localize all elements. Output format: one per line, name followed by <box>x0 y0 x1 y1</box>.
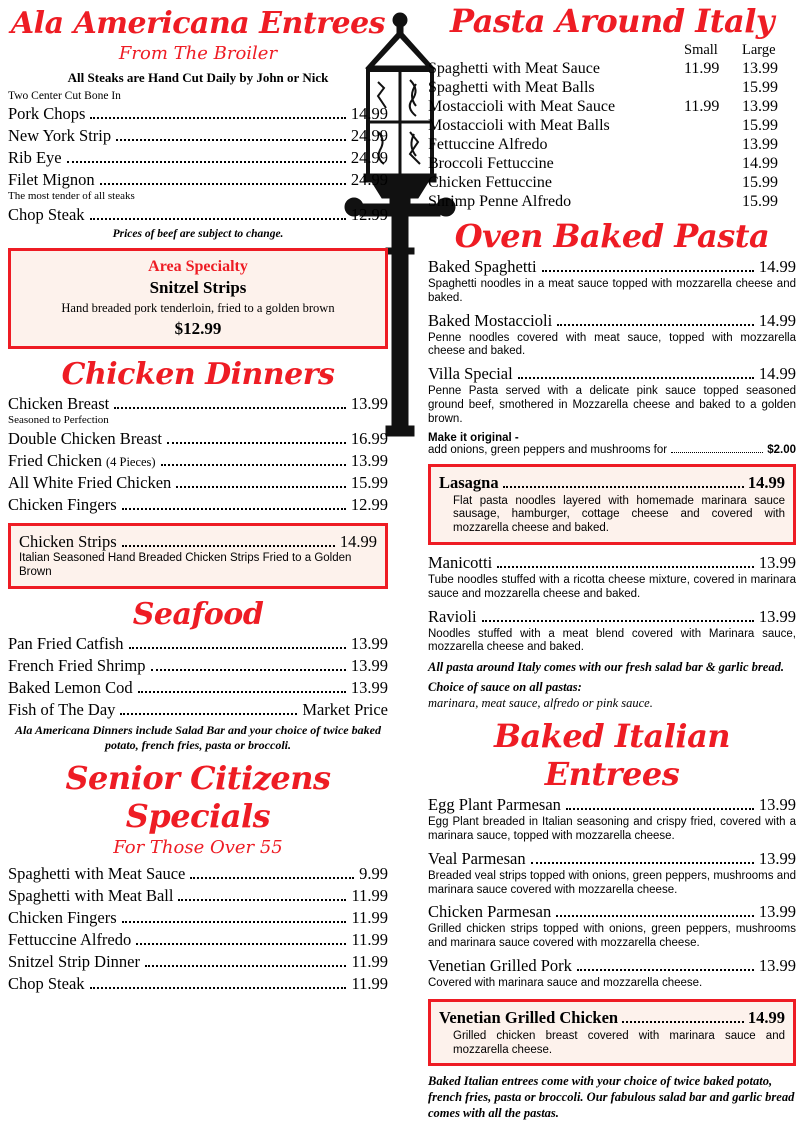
item-name: Villa Special <box>428 364 513 384</box>
item-description: Egg Plant breaded in Italian seasoning and crispy fried, covered with a marinara sauce, topped with mozzarella cheese. <box>428 816 796 842</box>
leader-dots <box>116 139 346 141</box>
item-price: 11.99 <box>351 907 388 927</box>
price-small <box>684 155 742 173</box>
chicken-strips-box <box>8 523 388 589</box>
leader-dots <box>557 324 754 326</box>
item-name: Chicken Fettuccine <box>428 174 552 191</box>
menu-item <box>8 930 388 950</box>
item-name: Lasagna <box>439 472 499 492</box>
menu-item <box>428 311 796 331</box>
item-name: Ravioli <box>428 606 477 626</box>
item-name: Mostaccioli with Meat Balls <box>428 117 610 134</box>
price-small: 11.99 <box>684 98 720 115</box>
leader-dots <box>190 877 354 879</box>
senior-subtitle: For Those Over 55 <box>113 836 283 858</box>
leader-dots <box>531 862 754 864</box>
box-description: Grilled chicken breast covered with marinara sauce and mozzarella cheese. <box>453 1029 785 1056</box>
leader-dots <box>90 117 345 119</box>
leader-dots <box>622 1021 744 1023</box>
section-title-pasta-around-italy: Pasta Around Italy <box>450 2 774 40</box>
item-price: 13.99 <box>350 451 388 470</box>
steaks-note: All Steaks are Hand Cut Daily by John or Nick <box>67 70 329 85</box>
sauce-choice-list: marinara, meat sauce, alfredo or pink sauce. <box>428 696 653 711</box>
table-row <box>428 155 796 173</box>
item-name: Rib Eye <box>8 148 62 167</box>
item-price: 11.99 <box>351 885 388 905</box>
menu-item <box>8 656 388 676</box>
price-small <box>684 136 742 154</box>
menu-item <box>439 473 785 493</box>
item-name: Chop Steak <box>8 205 85 224</box>
item-price: 13.99 <box>350 633 388 653</box>
item-price: 12.99 <box>350 205 388 224</box>
item-price: 9.99 <box>359 863 388 883</box>
item-name: Spaghetti with Meat Sauce <box>8 863 186 883</box>
leader-dots <box>122 508 346 510</box>
menu-item <box>8 148 388 168</box>
item-name: Double Chicken Breast <box>8 429 162 448</box>
box-description: Hand breaded pork tenderloin, fried to a golden brown <box>61 301 335 315</box>
area-specialty-box <box>8 248 388 349</box>
menu-item <box>428 257 796 277</box>
item-price: 14.99 <box>758 257 796 276</box>
item-price: 11.99 <box>351 929 388 949</box>
price-small <box>684 174 742 192</box>
item-name: Chicken Fingers <box>8 495 117 514</box>
item-name: Chicken Fingers <box>8 907 117 927</box>
item-name: Manicotti <box>428 552 493 572</box>
item-name: Pan Fried Catfish <box>8 633 124 653</box>
section-title-senior-specials: Senior Citizens Specials <box>65 758 331 835</box>
item-name: Venetian Grilled Chicken <box>439 1007 619 1027</box>
table-row <box>428 136 796 154</box>
menu-item <box>8 974 388 994</box>
item-name: New York Strip <box>8 126 112 145</box>
price-large: 13.99 <box>742 60 778 77</box>
menu-item <box>8 886 388 906</box>
center-cut-note: Two Center Cut Bone In <box>8 90 121 102</box>
menu-item <box>8 700 388 720</box>
price-small: 11.99 <box>684 60 720 77</box>
menu-item <box>8 394 388 414</box>
menu-item <box>8 126 388 146</box>
leader-dots <box>90 987 347 989</box>
menu-item <box>428 956 796 976</box>
menu-item <box>8 634 388 654</box>
sauce-choice-label: Choice of sauce on all pastas: <box>428 680 582 695</box>
price-large: 13.99 <box>742 136 778 153</box>
leader-dots <box>497 566 754 568</box>
menu-item <box>8 678 388 698</box>
column-header-large: Large <box>742 42 776 58</box>
menu-item <box>439 1008 785 1028</box>
item-name: Filet Mignon <box>8 170 95 189</box>
item-price: 13.99 <box>758 795 796 815</box>
leader-dots <box>482 620 754 622</box>
leader-dots <box>122 921 347 923</box>
box-description: Flat pasta noodles layered with homemade marinara sauce sausage, hamburger, cottage cheese and covered with mozzarella cheese and baked. <box>453 494 785 535</box>
dinners-include-note: Ala Americana Dinners include Salad Bar and your choice of twice baked potato, french fries, pasta or broccoli. <box>15 722 381 752</box>
price-large: 13.99 <box>742 98 778 115</box>
leader-dots <box>129 647 346 649</box>
item-description: Tube noodles stuffed with a ricotta cheese mixture, covered in marinara sauce and mozzarella cheese and baked. <box>428 573 796 600</box>
addon-price: $2.00 <box>767 443 796 456</box>
addon-row <box>428 444 796 456</box>
price-large: 15.99 <box>742 117 778 134</box>
item-price: 13.99 <box>758 955 796 975</box>
ala-americana-subtitle: From The Broiler <box>118 43 278 64</box>
item-name: All White Fried Chicken <box>8 473 172 492</box>
leader-dots <box>114 407 346 409</box>
leader-dots <box>518 377 754 379</box>
leader-dots <box>138 691 346 693</box>
venetian-grilled-chicken-box <box>428 999 796 1067</box>
menu-item <box>428 553 796 573</box>
item-description: Breaded veal strips topped with onions, green peppers, mushrooms and marinara sauce covered with mozzarella cheese. <box>428 869 796 896</box>
item-price: 24.99 <box>350 170 388 189</box>
item-name: Shrimp Penne Alfredo <box>428 193 572 210</box>
table-row <box>428 174 796 192</box>
section-title-chicken-dinners: Chicken Dinners <box>61 357 335 392</box>
table-row <box>428 117 796 135</box>
item-description: Penne Pasta served with a delicate pink sauce topped seasoned ground beef, smothered in Mozzarella cheese and baked to a golden brown. <box>428 385 796 425</box>
leader-dots <box>100 183 346 185</box>
menu-item <box>19 532 377 552</box>
item-price: 12.99 <box>350 495 388 514</box>
section-title-baked-italian-entrees: Baked Italian Entrees <box>493 717 731 794</box>
item-name: Spaghetti with Meat Balls <box>428 79 595 96</box>
table-row <box>428 79 796 97</box>
menu-item <box>8 451 388 471</box>
item-price: 24.99 <box>350 126 388 145</box>
item-name: Chicken Breast <box>8 394 110 413</box>
item-name: Snitzel Strip Dinner <box>8 951 140 971</box>
chicken-breast-note: Seasoned to Perfection <box>8 414 109 426</box>
menu-item <box>8 952 388 972</box>
box-price: $12.99 <box>174 319 222 338</box>
menu-item <box>8 205 388 225</box>
box-item-name: Snitzel Strips <box>149 278 247 297</box>
menu-item <box>8 864 388 884</box>
menu-item <box>8 473 388 493</box>
leader-dots <box>556 915 754 917</box>
table-row <box>428 60 796 78</box>
leader-dots <box>178 899 346 901</box>
beef-price-note: Prices of beef are subject to change. <box>112 228 284 240</box>
item-name: Mostaccioli with Meat Sauce <box>428 98 616 115</box>
item-price: 13.99 <box>758 606 796 626</box>
price-large: 15.99 <box>742 79 778 96</box>
menu-item <box>8 170 388 190</box>
item-price: 24.99 <box>350 148 388 167</box>
menu-item <box>428 849 796 869</box>
leader-dots <box>566 808 754 810</box>
item-price: 15.99 <box>350 473 388 492</box>
item-name: Baked Lemon Cod <box>8 677 133 697</box>
item-name: Venetian Grilled Pork <box>428 955 572 975</box>
item-name: Veal Parmesan <box>428 848 526 868</box>
leader-dots <box>542 270 754 272</box>
table-row <box>428 98 796 116</box>
addon-text: add onions, green peppers and mushrooms for <box>428 443 668 456</box>
item-price: Market Price <box>302 699 388 719</box>
menu-item <box>8 104 388 124</box>
item-name: Baked Mostaccioli <box>428 310 553 330</box>
item-description: Covered with marinara sauce and mozzarella cheese. <box>428 976 703 989</box>
item-description: Penne noodles covered with meat sauce, topped with mozzarella cheese and baked. <box>428 331 796 358</box>
baked-italian-footer-note: Baked Italian entrees come with your choice of twice baked potato, french fries, pasta or broccoli. Our fabulous salad bar and garlic bread comes with all the pastas. <box>428 1074 795 1120</box>
item-price: 13.99 <box>758 848 796 868</box>
leader-dots <box>90 218 346 220</box>
leader-dots <box>503 486 744 488</box>
leader-dots <box>151 669 346 671</box>
item-name: Egg Plant Parmesan <box>428 795 561 815</box>
item-name: Fried Chicken <box>8 451 102 470</box>
item-price: 14.99 <box>758 310 796 330</box>
leader-dots <box>167 442 346 444</box>
lasagna-box <box>428 464 796 545</box>
leader-dots <box>671 452 763 453</box>
leader-dots <box>176 486 346 488</box>
box-title: Area Specialty <box>148 258 248 275</box>
item-name: Spaghetti with Meat Sauce <box>428 60 600 77</box>
item-price: 13.99 <box>350 655 388 675</box>
item-price: 14.99 <box>747 1007 785 1027</box>
right-column <box>428 0 796 1121</box>
filet-note: The most tender of all steaks <box>8 190 135 202</box>
box-description: Italian Seasoned Hand Breaded Chicken Strips Fried to a Golden Brown <box>19 552 352 578</box>
item-price: 14.99 <box>350 104 388 123</box>
item-price: 14.99 <box>747 472 785 492</box>
leader-dots <box>120 713 297 715</box>
item-price: 14.99 <box>339 532 377 551</box>
item-name: Pork Chops <box>8 104 86 123</box>
item-qualifier: (4 Pieces) <box>105 455 156 469</box>
menu-item <box>8 429 388 449</box>
item-name: Fettuccine Alfredo <box>428 136 548 153</box>
item-price: 11.99 <box>351 973 388 993</box>
item-price: 13.99 <box>350 394 388 413</box>
leader-dots <box>145 965 347 967</box>
item-price: 11.99 <box>351 951 388 971</box>
menu-item <box>8 908 388 928</box>
item-name: Fettuccine Alfredo <box>8 929 132 949</box>
section-title-oven-baked-pasta: Oven Baked Pasta <box>454 217 770 255</box>
column-header-small: Small <box>684 42 718 58</box>
item-price: 16.99 <box>350 429 388 448</box>
leader-dots <box>136 943 346 945</box>
leader-dots <box>67 161 346 163</box>
item-price: 13.99 <box>758 552 796 572</box>
leader-dots <box>122 545 335 547</box>
item-name: Chicken Strips <box>19 532 117 551</box>
item-price: 13.99 <box>350 677 388 697</box>
item-description: Grilled chicken strips topped with onions, green peppers, mushrooms and marinara sauce covered with mozzarella cheese. <box>428 923 796 950</box>
make-it-original-label: Make it original - <box>428 431 519 444</box>
leader-dots <box>161 464 346 466</box>
pasta-includes-note: All pasta around Italy comes with our fresh salad bar & garlic bread. <box>428 660 784 675</box>
left-column <box>8 0 388 995</box>
item-name: French Fried Shrimp <box>8 655 146 675</box>
price-large: 15.99 <box>742 193 778 210</box>
menu-item <box>8 495 388 515</box>
price-small <box>684 193 742 211</box>
item-name: Broccoli Fettuccine <box>428 155 554 172</box>
item-description: Spaghetti noodles in a meat sauce topped with mozzarella cheese and baked. <box>428 278 796 304</box>
item-name: Fish of The Day <box>8 699 116 719</box>
price-small <box>684 79 742 97</box>
table-row <box>428 193 796 211</box>
section-title-ala-americana: Ala Americana Entrees <box>10 6 386 41</box>
item-name: Spaghetti with Meat Ball <box>8 885 174 905</box>
item-name: Chicken Parmesan <box>428 902 552 922</box>
menu-item <box>428 364 796 384</box>
section-title-seafood: Seafood <box>132 596 264 632</box>
item-price: 13.99 <box>758 902 796 922</box>
menu-item <box>428 795 796 815</box>
menu-item <box>428 902 796 922</box>
item-name: Chop Steak <box>8 973 85 993</box>
item-description: Noodles stuffed with a meat blend covered with Marinara sauce, mozzarella cheese and baked. <box>428 627 796 654</box>
price-large: 14.99 <box>742 155 778 172</box>
price-small <box>684 117 742 135</box>
leader-dots <box>577 969 754 971</box>
price-large: 15.99 <box>742 174 778 191</box>
item-price: 14.99 <box>758 364 796 384</box>
pasta-size-headers <box>428 42 796 59</box>
item-name: Baked Spaghetti <box>428 257 537 276</box>
menu-item <box>428 607 796 627</box>
